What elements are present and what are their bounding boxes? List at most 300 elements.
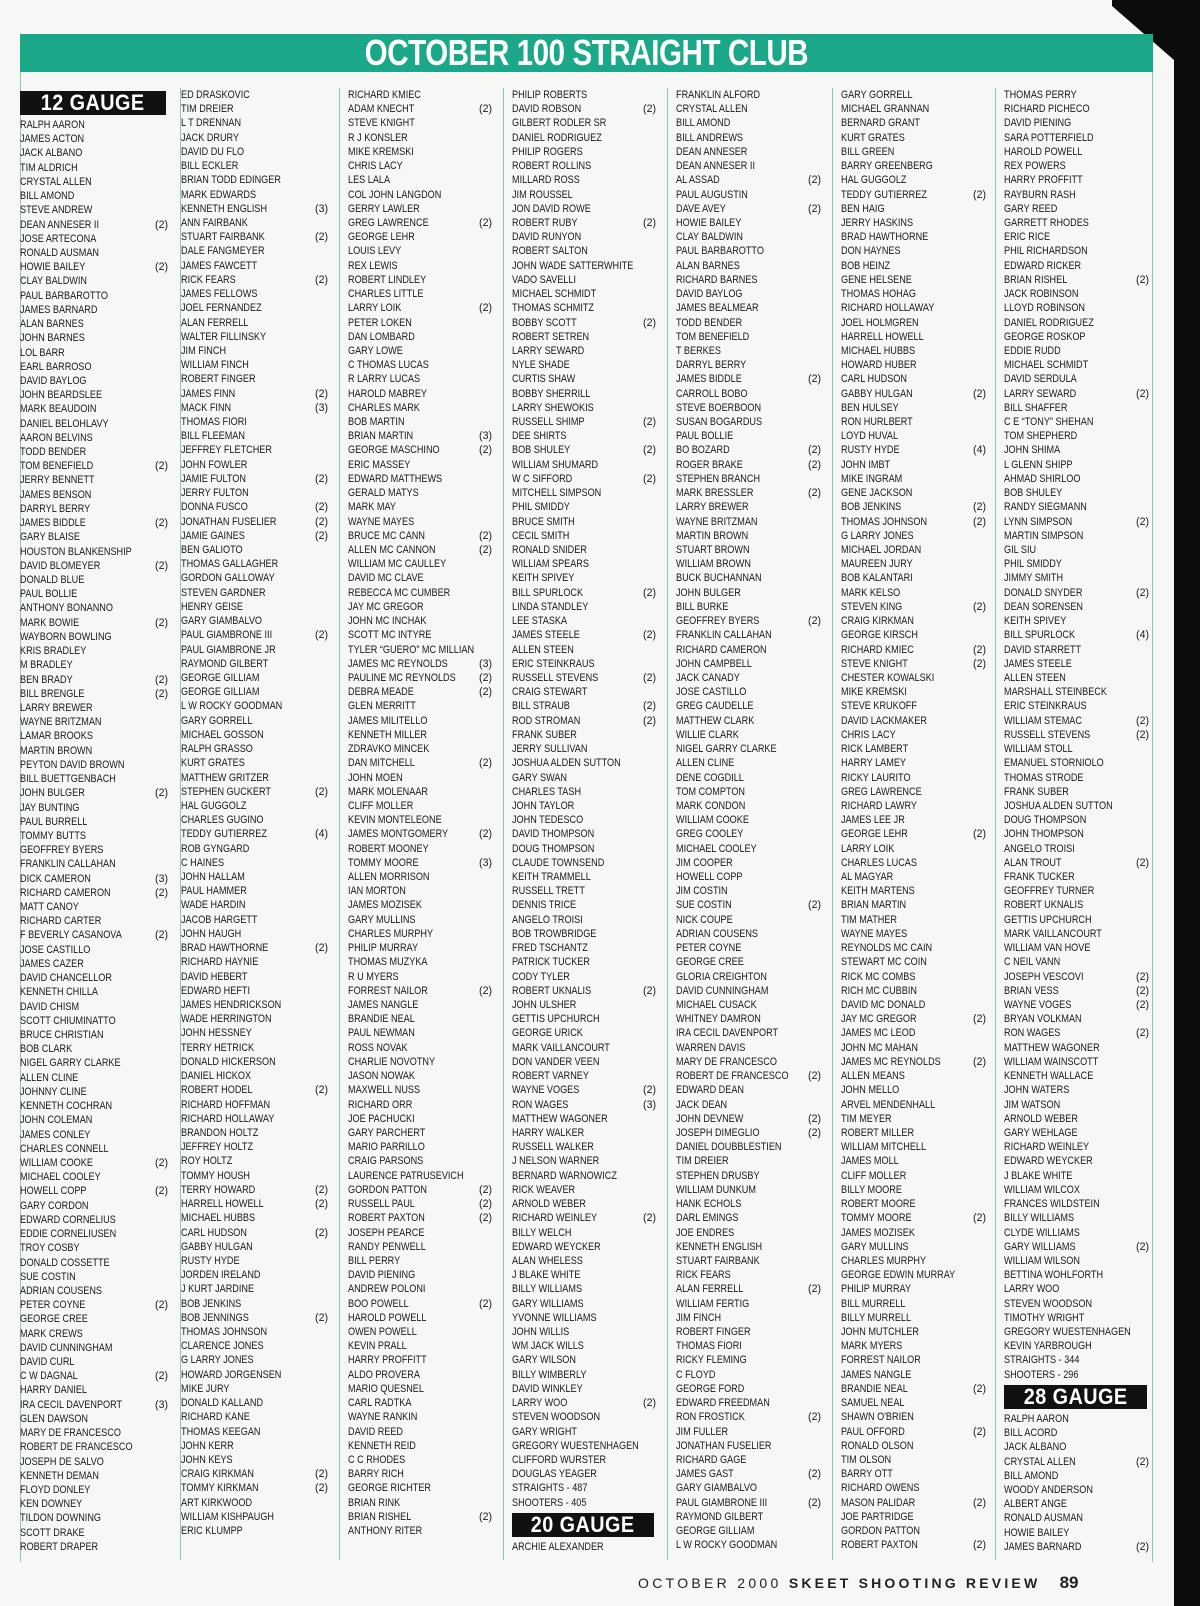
list-item xyxy=(1004,685,1153,699)
list-item xyxy=(20,900,172,914)
shooter-name: KENNETH DEMAN xyxy=(20,1469,99,1482)
shooter-name: JOHN MELLO xyxy=(841,1084,900,1097)
list-item xyxy=(676,1069,825,1083)
list-item xyxy=(841,1481,990,1495)
shooter-name: ANTHONY RITER xyxy=(348,1525,423,1538)
list-item xyxy=(20,886,172,900)
shooter-name: JIM FINCH xyxy=(676,1311,722,1324)
list-item xyxy=(841,287,990,301)
list-item xyxy=(512,785,660,799)
straight-count: (2) xyxy=(973,387,986,400)
list-item xyxy=(348,898,496,912)
list-item xyxy=(181,1382,332,1396)
list-item xyxy=(841,1353,990,1367)
shooter-name: MASON PALIDAR xyxy=(841,1496,916,1509)
shooter-name: PAUL HAMMER xyxy=(181,885,247,898)
list-item xyxy=(20,729,172,743)
shooter-name: MARK CREWS xyxy=(20,1327,83,1340)
list-item xyxy=(1004,1455,1153,1469)
list-item xyxy=(181,1197,332,1211)
shooter-name: PETER LOKEN xyxy=(348,316,412,329)
list-item xyxy=(1004,1211,1153,1225)
shooter-name: CRYSTAL ALLEN xyxy=(20,175,92,188)
shooter-name: MARY DE FRANCESCO xyxy=(20,1427,121,1440)
list-item xyxy=(348,1183,496,1197)
straight-count: (2) xyxy=(643,444,656,457)
list-item xyxy=(181,1069,332,1083)
list-item xyxy=(20,687,172,701)
list-item xyxy=(1004,216,1153,230)
list-item xyxy=(20,1099,172,1113)
list-item xyxy=(348,415,496,429)
list-item xyxy=(181,316,332,330)
list-item xyxy=(676,898,825,912)
list-item xyxy=(348,998,496,1012)
list-item xyxy=(20,1455,172,1469)
shooter-name: PAUL OFFORD xyxy=(841,1425,905,1438)
shooter-name: DAVID MC DONALD xyxy=(841,999,926,1011)
shooter-name: HAL GUGGOLZ xyxy=(841,174,907,187)
list-item xyxy=(841,401,990,415)
shooter-name: BRIAN RISHEL xyxy=(348,1510,412,1523)
list-item xyxy=(20,601,172,615)
straight-count: (2) xyxy=(1136,856,1149,869)
list-item xyxy=(512,387,660,401)
list-item xyxy=(841,742,990,756)
list-item xyxy=(841,1425,990,1439)
shooter-name: CARL HUDSON xyxy=(181,1226,247,1239)
list-item xyxy=(841,1410,990,1424)
list-item xyxy=(1004,1497,1153,1511)
list-item xyxy=(512,955,660,969)
shooter-name: WILLIE CLARK xyxy=(676,728,739,741)
shooter-name: JAMES MC LEOD xyxy=(841,1027,916,1040)
list-item xyxy=(676,372,825,386)
shooter-name: JOHNNY CLINE xyxy=(20,1085,87,1098)
shooter-name: JACK DRURY xyxy=(181,131,240,144)
shooter-name: JOHN MC MAHAN xyxy=(841,1041,918,1054)
shooter-name: KENNETH REID xyxy=(348,1439,416,1452)
column-2 xyxy=(180,88,332,1560)
shooter-name: RICK FEARS xyxy=(181,273,236,286)
shooter-name: RALPH AARON xyxy=(20,119,85,131)
list-item xyxy=(841,1297,990,1311)
list-item xyxy=(20,815,172,829)
shooter-name: MIKE KREMSKI xyxy=(348,145,414,158)
list-item xyxy=(676,827,825,841)
shooter-name: KEVIN MONTELEONE xyxy=(348,814,442,827)
list-item xyxy=(20,1469,172,1483)
shooter-name: PAUL BURRELL xyxy=(20,815,88,828)
list-item xyxy=(512,714,660,728)
list-item xyxy=(512,543,660,557)
shooter-name: PAUL BARBAROTTO xyxy=(20,289,108,302)
list-item xyxy=(181,842,332,856)
list-item xyxy=(676,443,825,457)
list-item xyxy=(676,799,825,813)
shooter-name: JACK CANADY xyxy=(676,671,740,684)
list-item xyxy=(676,1467,825,1481)
shooter-name: GREG LAWRENCE xyxy=(841,785,922,798)
list-item xyxy=(181,1467,332,1481)
shooter-name: DAVID THOMPSON xyxy=(512,828,595,841)
list-item xyxy=(20,1355,172,1369)
section-total xyxy=(512,1496,660,1510)
shooter-name: JACK ROBINSON xyxy=(1004,288,1079,301)
list-item xyxy=(1004,799,1153,813)
shooter-name: WAYNE RANKIN xyxy=(348,1411,418,1424)
shooter-name: CHARLES LUCAS xyxy=(841,856,917,869)
shooter-name: RICKY FLEMING xyxy=(676,1354,747,1367)
shooter-name: PHILIP ROGERS xyxy=(512,145,583,158)
shooter-name: ARNOLD WEBER xyxy=(1004,1112,1078,1125)
list-item xyxy=(1004,273,1153,287)
shooter-name: DAVID HEBERT xyxy=(181,970,248,983)
list-item xyxy=(1004,1483,1153,1497)
list-item xyxy=(512,500,660,514)
shooter-name: MARSHALL STEINBECK xyxy=(1004,686,1107,699)
straight-count: (2) xyxy=(315,529,328,542)
shooter-name: DAVID STARRETT xyxy=(1004,643,1082,656)
list-item xyxy=(512,529,660,543)
list-item xyxy=(181,742,332,756)
straight-count: (4) xyxy=(973,444,986,457)
list-item xyxy=(841,1055,990,1069)
shooter-name: RICHARD KANE xyxy=(181,1411,250,1424)
shooter-name: DARRYL BERRY xyxy=(20,502,91,515)
list-item xyxy=(1004,1140,1153,1154)
list-item xyxy=(1004,984,1153,998)
straight-count: (2) xyxy=(1136,586,1149,599)
list-item xyxy=(512,842,660,856)
list-item xyxy=(841,1026,990,1040)
shooter-name: PEYTON DAVID BROWN xyxy=(20,758,125,771)
shooter-name: DEAN ANNESER II xyxy=(676,160,755,173)
shooter-name: BRAD HAWTHORNE xyxy=(181,942,269,955)
list-item xyxy=(1004,1055,1153,1069)
shooter-name: GARY BLAISE xyxy=(20,531,80,544)
list-item xyxy=(676,1325,825,1339)
list-item xyxy=(841,1226,990,1240)
list-item xyxy=(841,1339,990,1353)
shooter-name: STEVEN WOODSON xyxy=(512,1411,601,1424)
shooter-name: WOODY ANDERSON xyxy=(1004,1484,1093,1496)
list-item xyxy=(181,571,332,585)
list-item xyxy=(20,289,172,303)
straight-count: (2) xyxy=(479,686,492,699)
page-title: OCTOBER 100 STRAIGHT CLUB xyxy=(364,32,809,73)
shooter-name: GEORGE CREE xyxy=(676,956,744,969)
list-item xyxy=(20,985,172,999)
shooter-name: J NELSON WARNER xyxy=(512,1155,600,1168)
list-item xyxy=(1004,1226,1153,1240)
shooter-name: PETER COYNE xyxy=(20,1299,86,1312)
shooter-name: WILLIAM STEMAC xyxy=(1004,714,1082,727)
list-item xyxy=(348,1524,496,1538)
shooter-name: WAYNE MAYES xyxy=(348,515,415,528)
footer-magazine: SKEET SHOOTING REVIEW xyxy=(788,1575,1041,1591)
list-item xyxy=(1004,1197,1153,1211)
shooter-name: ERIC MASSEY xyxy=(348,458,411,471)
shooter-name: THOMAS MUZYKA xyxy=(348,956,428,969)
shooter-name: CRYSTAL ALLEN xyxy=(676,103,748,116)
shooter-name: BILL MURRELL xyxy=(841,1297,906,1310)
list-item xyxy=(1004,330,1153,344)
list-item xyxy=(676,557,825,571)
list-item xyxy=(676,1183,825,1197)
straight-count: (2) xyxy=(808,487,821,500)
shooter-name: JOSEPH DE SALVO xyxy=(20,1455,104,1468)
list-item xyxy=(512,685,660,699)
list-item xyxy=(676,173,825,187)
shooter-name: HOWIE BAILEY xyxy=(20,261,86,274)
list-item xyxy=(348,287,496,301)
shooter-name: IRA CECIL DAVENPORT xyxy=(676,1027,779,1040)
straight-count: (2) xyxy=(643,1397,656,1410)
straight-count: (2) xyxy=(155,1156,168,1169)
list-item xyxy=(181,1311,332,1325)
shooter-name: MARK KELSO xyxy=(841,586,901,599)
shooter-name: GARY CORDON xyxy=(20,1199,89,1212)
shooter-name: JAMES STEELE xyxy=(512,629,580,642)
list-item xyxy=(676,1396,825,1410)
list-item xyxy=(348,543,496,557)
shooter-name: LARRY LOIK xyxy=(841,842,895,855)
shooter-name: JAMES MILITELLO xyxy=(348,714,428,727)
shooter-name: J KURT JARDINE xyxy=(181,1283,255,1296)
shooter-name: HOUSTON BLANKENSHIP xyxy=(20,545,132,558)
shooter-name: BUCK BUCHANNAN xyxy=(676,572,762,585)
shooter-name: WILLIAM MC CAULLEY xyxy=(348,558,447,571)
shooter-name: GEORGE CREE xyxy=(20,1313,88,1326)
shooter-name: BOBBY SCOTT xyxy=(512,316,577,329)
shooter-name: JAMES LEE JR xyxy=(841,814,905,827)
shooter-name: ADRIAN COUSENS xyxy=(676,927,759,940)
list-item xyxy=(512,145,660,159)
straight-count: (2) xyxy=(1136,1027,1149,1040)
shooter-name: ERIC STEINKRAUS xyxy=(1004,700,1087,713)
shooter-name: EDWARD HEFTI xyxy=(181,984,251,997)
list-item xyxy=(348,1055,496,1069)
shooter-name: GARY WILLIAMS xyxy=(512,1297,584,1310)
shooter-name: GIL SIU xyxy=(1004,544,1037,556)
shooter-name: ROBERT UKNALIS xyxy=(1004,899,1084,912)
list-item xyxy=(348,1325,496,1339)
list-item xyxy=(181,1297,332,1311)
shooter-name: BRIAN MARTIN xyxy=(841,899,907,912)
list-item xyxy=(181,1439,332,1453)
straight-count: (4) xyxy=(315,828,328,841)
list-item xyxy=(841,984,990,998)
shooter-name: MICHAEL SCHMIDT xyxy=(1004,359,1089,372)
list-item xyxy=(1004,1012,1153,1026)
list-item xyxy=(1004,1426,1153,1440)
list-item xyxy=(348,443,496,457)
straight-count: (2) xyxy=(315,515,328,528)
shooter-name: CHARLES MARK xyxy=(348,401,420,414)
shooter-name: WM JACK WILLS xyxy=(512,1340,584,1353)
shooter-name: DAVID CHANCELLOR xyxy=(20,972,112,985)
list-item xyxy=(348,586,496,600)
list-item xyxy=(181,913,332,927)
shooter-name: PAUL GIAMBRONE JR xyxy=(181,643,276,656)
list-item xyxy=(348,714,496,728)
section-total-text: STRAIGHTS - 487 xyxy=(512,1482,588,1495)
list-item xyxy=(841,1439,990,1453)
list-item xyxy=(512,1382,660,1396)
list-item xyxy=(512,1339,660,1353)
list-item xyxy=(181,273,332,287)
shooter-name: BILLY MURRELL xyxy=(841,1311,912,1324)
shooter-name: MICHAEL HUBBS xyxy=(841,344,916,357)
list-item xyxy=(841,216,990,230)
list-item xyxy=(348,1368,496,1382)
shooter-name: JAMES FINN xyxy=(181,387,236,400)
shooter-name: JOHN COLEMAN xyxy=(20,1114,93,1127)
list-item xyxy=(20,786,172,800)
list-item xyxy=(348,1439,496,1453)
list-item xyxy=(348,628,496,642)
shooter-name: GREGORY WUESTENHAGEN xyxy=(1004,1326,1131,1339)
shooter-name: JOHN FOWLER xyxy=(181,458,248,471)
shooter-name: JAMES BIDDLE xyxy=(676,373,742,386)
shooter-name: TIMOTHY WRIGHT xyxy=(1004,1311,1085,1324)
list-item xyxy=(20,914,172,928)
shooter-name: JAMES FELLOWS xyxy=(181,288,258,301)
list-item xyxy=(676,145,825,159)
list-item xyxy=(20,473,172,487)
shooter-name: C NEIL VANN xyxy=(1004,956,1061,969)
straight-count: (2) xyxy=(315,1183,328,1196)
shooter-name: ROBERT LINDLEY xyxy=(348,273,427,286)
list-item xyxy=(348,1240,496,1254)
shooter-name: JOHN HAUGH xyxy=(181,927,242,940)
list-item xyxy=(676,116,825,130)
shooter-name: WALTER FILLINSKY xyxy=(181,330,267,343)
shooter-name: TOMMY KIRKMAN xyxy=(181,1482,259,1495)
list-item xyxy=(512,671,660,685)
list-item xyxy=(20,388,172,402)
shooter-name: TERRY HETRICK xyxy=(181,1041,255,1054)
shooter-name: GERALD MATYS xyxy=(348,487,419,500)
list-item xyxy=(841,244,990,258)
shooter-name: THOMAS FIORI xyxy=(676,1340,742,1353)
list-item xyxy=(20,829,172,843)
shooter-name: R LARRY LUCAS xyxy=(348,373,421,386)
list-item xyxy=(181,1226,332,1240)
shooter-name: JAMIE FULTON xyxy=(181,472,246,485)
list-item xyxy=(512,344,660,358)
list-item xyxy=(181,1083,332,1097)
list-item xyxy=(181,1410,332,1424)
list-item xyxy=(676,1012,825,1026)
list-item xyxy=(20,431,172,445)
shooter-name: GABBY HULGAN xyxy=(841,387,913,400)
shooter-name: JOHN IMBT xyxy=(841,458,891,471)
gauge-heading-text: 20 GAUGE xyxy=(531,1511,635,1537)
list-item xyxy=(20,758,172,772)
shooter-name: ANGELO TROISI xyxy=(1004,842,1075,855)
list-item xyxy=(181,1496,332,1510)
list-item xyxy=(181,1183,332,1197)
straight-count: (2) xyxy=(643,216,656,229)
list-item xyxy=(512,443,660,457)
list-item xyxy=(512,401,660,415)
shooter-name: KENNETH WALLACE xyxy=(1004,1070,1094,1083)
straight-count: (2) xyxy=(315,1198,328,1211)
shooter-name: HAL GUGGOLZ xyxy=(181,799,247,812)
shooter-name: MICHAEL CUSACK xyxy=(676,999,757,1011)
shooter-name: PHIL SMIDDY xyxy=(512,501,570,514)
list-item xyxy=(841,358,990,372)
shooter-name: DAVID PIENING xyxy=(348,1269,416,1282)
shooter-name: KEVIN YARBROUGH xyxy=(1004,1340,1092,1353)
list-item xyxy=(512,273,660,287)
shooter-name: CARROLL BOBO xyxy=(676,387,748,400)
shooter-name: MARK CONDON xyxy=(676,799,746,812)
shooter-name: ROBERT SALTON xyxy=(512,245,588,258)
list-item xyxy=(181,372,332,386)
list-item xyxy=(1004,1026,1153,1040)
list-item xyxy=(512,870,660,884)
shooter-name: FLOYD DONLEY xyxy=(20,1484,91,1496)
list-item xyxy=(348,756,496,770)
list-item xyxy=(20,459,172,473)
list-item xyxy=(1004,188,1153,202)
shooter-name: MARIO PARRILLO xyxy=(348,1141,425,1154)
list-item xyxy=(348,216,496,230)
shooter-name: MICHAEL SCHMIDT xyxy=(512,288,597,301)
list-item xyxy=(841,998,990,1012)
list-item xyxy=(20,1369,172,1383)
shooter-name: WAYNE VOGES xyxy=(512,1084,580,1097)
list-item xyxy=(1004,515,1153,529)
list-item xyxy=(348,301,496,315)
shooter-name: BRIAN RISHEL xyxy=(1004,273,1068,286)
list-item xyxy=(1004,827,1153,841)
list-item xyxy=(1004,600,1153,614)
shooter-name: ROBERT PAXTON xyxy=(841,1539,918,1552)
list-item xyxy=(676,671,825,685)
list-item xyxy=(1004,756,1153,770)
shooter-name: DONALD KALLAND xyxy=(181,1397,264,1410)
shooter-name: GARY WRIGHT xyxy=(512,1425,577,1438)
shooter-name: KEITH TRAMMELL xyxy=(512,871,591,884)
list-item xyxy=(512,372,660,386)
list-item xyxy=(512,1211,660,1225)
shooter-name: TOM BENEFIELD xyxy=(20,460,94,473)
shooter-name: JIM ROUSSEL xyxy=(512,188,573,201)
shooter-name: BRUCE CHRISTIAN xyxy=(20,1029,104,1041)
list-item xyxy=(20,1298,172,1312)
list-item xyxy=(20,1028,172,1042)
list-item xyxy=(181,856,332,870)
list-item xyxy=(841,1012,990,1026)
shooter-name: TIM DREIER xyxy=(676,1155,729,1168)
list-item xyxy=(512,628,660,642)
straight-count: (2) xyxy=(315,273,328,286)
shooter-name: ARNOLD WEBER xyxy=(512,1198,586,1211)
shooter-name: DAN LOMBARD xyxy=(348,330,415,343)
shooter-name: JAMES BIDDLE xyxy=(20,517,86,530)
shooter-name: IRA CECIL DAVENPORT xyxy=(20,1398,123,1411)
list-item xyxy=(512,415,660,429)
shooter-name: RUSTY HYDE xyxy=(181,1254,240,1267)
list-item xyxy=(181,756,332,770)
list-item xyxy=(348,401,496,415)
list-item xyxy=(1004,1041,1153,1055)
shooter-name: MARIO QUESNEL xyxy=(348,1382,424,1395)
